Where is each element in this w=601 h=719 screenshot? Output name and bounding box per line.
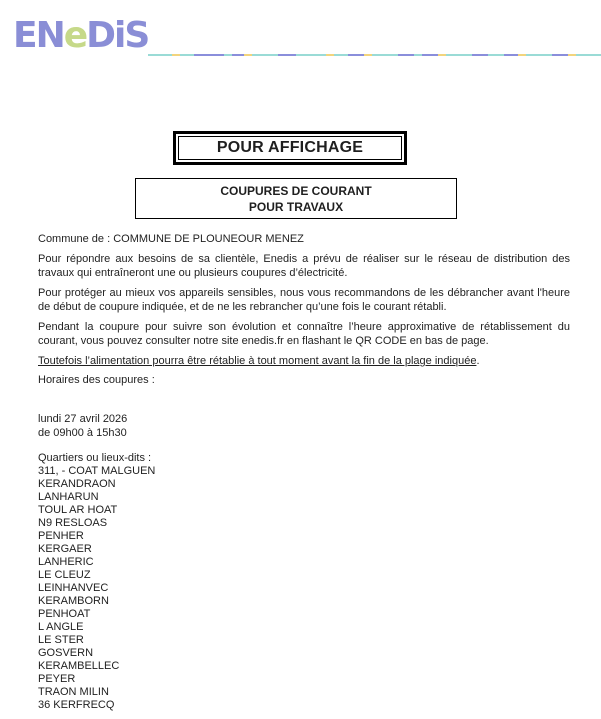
place-item: PEYER	[38, 673, 76, 685]
horaires-label: Horaires des coupures :	[38, 374, 155, 386]
pour-affichage-banner	[173, 131, 407, 165]
place-item: KERANDRAON	[38, 478, 116, 490]
place-item: TRAON MILIN	[38, 686, 109, 698]
coupures-banner-line1: COUPURES DE COURANT	[220, 183, 372, 198]
quartiers-label: Quartiers ou lieux-dits :	[38, 452, 152, 464]
pour-affichage-label: POUR AFFICHAGE	[178, 136, 402, 160]
place-item: KERGAER	[38, 543, 92, 555]
paragraph: Pour répondre aux besoins de sa clientèle, Enedis a prévu de réaliser sur le réseau de distribution des travaux qui entraîneront une ou plusieurs coupures d’électricité.	[38, 253, 570, 279]
place-item: LANHARUN	[38, 491, 99, 503]
intro-paragraphs	[38, 252, 570, 348]
enedis-logo	[13, 15, 149, 56]
logo-green-e: e	[63, 15, 87, 56]
place-item: GOSVERN	[38, 647, 94, 659]
outage-date: lundi 27 avril 2026	[38, 413, 128, 425]
paragraph: Pendant la coupure pour suivre son évolution et connaître l’heure approximative de rétablissement du courant, vous pouvez consulter notre site enedis.fr en flashant le QR CODE en bas de page.	[38, 321, 570, 347]
place-item: LEINHANVEC	[38, 582, 109, 594]
places-section	[38, 452, 570, 712]
coupures-banner-line2: POUR TRAVAUX	[248, 199, 344, 214]
place-item: PENHOAT	[38, 608, 91, 620]
restore-notice-underlined: Toutefois l’alimentation pourra être rétablie à tout moment avant la fin de la plage indiquée	[38, 355, 477, 367]
place-item: LE STER	[38, 634, 84, 646]
paragraph: Pour protéger au mieux vos appareils sensibles, nous vous recommandons de les débrancher avant l'heure de début de coupure indiquée, et de ne les rebrancher qu’une fois le courant rétabli.	[38, 287, 570, 313]
outage-time: de 09h00 à 15h30	[38, 427, 127, 439]
place-item: L ANGLE	[38, 621, 84, 633]
header-decorative-line	[148, 54, 601, 56]
outage-schedule	[38, 412, 570, 440]
logo-text-en: EN	[13, 15, 64, 56]
place-item: KERAMBORN	[38, 595, 109, 607]
places-list	[38, 465, 570, 712]
coupures-banner	[135, 178, 457, 219]
restore-notice	[38, 354, 570, 368]
place-item: PENHER	[38, 530, 84, 542]
place-item: KERAMBELLEC	[38, 660, 120, 672]
place-item: TOUL AR HOAT	[38, 504, 118, 516]
restore-notice-period: .	[476, 355, 480, 367]
place-item: 311, - COAT MALGUEN	[38, 465, 156, 477]
logo-text-dis: DiS	[86, 15, 149, 56]
place-item: LANHERIC	[38, 556, 94, 568]
place-item: 36 KERFRECQ	[38, 699, 115, 711]
commune-line: Commune de : COMMUNE DE PLOUNEOUR MENEZ	[38, 233, 304, 245]
notice-body	[38, 228, 570, 712]
place-item: LE CLEUZ	[38, 569, 91, 581]
place-item: N9 RESLOAS	[38, 517, 108, 529]
